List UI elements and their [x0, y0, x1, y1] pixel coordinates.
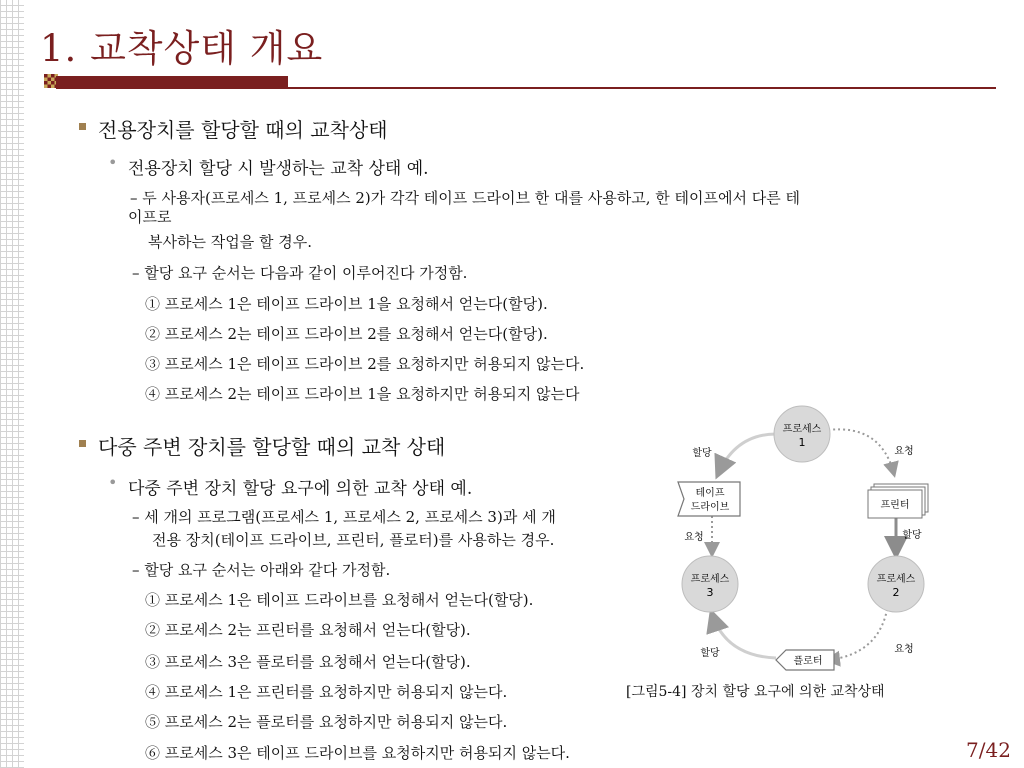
figure-caption: [그림5-4] 장치 할당 요구에 의한 교착상태 [626, 684, 885, 700]
deadlock-diagram [676, 404, 966, 684]
printer-label: 프린터 [880, 500, 910, 511]
page-number: 7/42 [966, 738, 1011, 762]
process-1-number: 1 [798, 436, 806, 449]
section1-line: – 두 사용자(프로세스 1, 프로세스 2)가 각각 테이프 드라이브 한 대를 사용하고, 한 테이프에서 다른 테 [130, 189, 800, 207]
edge-label-request: 요청 [894, 446, 914, 457]
section2-heading: 다중 주변 장치를 할당할 때의 교착 상태 [98, 431, 445, 460]
process-3-label: 프로세스 [690, 574, 730, 585]
section2-line: 전용 장치(테이프 드라이브, 프린터, 플로터)를 사용하는 경우. [152, 531, 555, 549]
printer-node [868, 484, 928, 518]
section2-list-item: ② 프로세스 2는 프린터를 요청해서 얻는다(할당). [145, 621, 471, 639]
process-3-number: 3 [706, 586, 714, 599]
process-3-node [682, 556, 738, 612]
tape-drive-label: 드라이브 [690, 502, 730, 513]
edge-label-alloc: 할당 [692, 448, 712, 459]
section2-list-item: ⑤ 프로세스 2는 플로터를 요청하지만 허용되지 않는다. [145, 713, 508, 731]
slide-title: 1. 교착상태 개요 [40, 27, 324, 70]
section2-list-item: ⑥ 프로세스 3은 테이프 드라이브를 요청하지만 허용되지 않는다. [145, 744, 570, 762]
title-underline-thick [56, 76, 288, 87]
plotter-label: 플로터 [793, 656, 823, 667]
edge-label-alloc: 할당 [902, 530, 922, 541]
plotter-node [776, 650, 834, 670]
section1-list-item: ③ 프로세스 1은 테이프 드라이브 2를 요청하지만 허용되지 않는다. [145, 355, 585, 373]
edge-label-request: 요청 [894, 644, 914, 655]
edge-label-request: 요청 [684, 532, 704, 543]
process-2-node [868, 556, 924, 612]
section1-list-item: ② 프로세스 2는 테이프 드라이브 2를 요청해서 얻는다(할당). [145, 325, 548, 343]
tape-drive-label: 테이프 [695, 488, 725, 499]
edge-label-alloc: 할당 [700, 648, 720, 659]
section2-list-item: ④ 프로세스 1은 프린터를 요청하지만 허용되지 않는다. [145, 683, 508, 701]
section1-line: 이프로 [128, 208, 172, 226]
process-2-number: 2 [892, 586, 900, 599]
alloc-arrow-p3 [712, 614, 776, 658]
section2-line: – 할당 요구 순서는 아래와 같다 가정함. [132, 561, 391, 579]
deadlock-cycle-figure [676, 404, 966, 684]
alloc-arrow-p1 [718, 434, 776, 474]
section2-line: – 세 개의 프로그램(프로세스 1, 프로세스 2, 프로세스 3)과 세 개 [132, 508, 556, 526]
section1-line: – 할당 요구 순서는 다음과 같이 이루어진다 가정함. [132, 264, 468, 282]
section1-line: 복사하는 작업을 할 경우. [148, 233, 312, 251]
section2-list-item: ③ 프로세스 3은 플로터를 요청해서 얻는다(할당). [145, 653, 471, 671]
section2-subheading: • 다중 주변 장치 할당 요구에 의한 교착 상태 예. [128, 474, 472, 499]
request-arrow-p2 [828, 604, 888, 660]
section2-list-item: ① 프로세스 1은 테이프 드라이브를 요청해서 얻는다(할당). [145, 591, 534, 609]
tape-drive-node [678, 482, 740, 516]
process-2-label: 프로세스 [876, 574, 916, 585]
section1-list-item: ④ 프로세스 2는 테이프 드라이브 1을 요청하지만 허용되지 않는다 [145, 385, 580, 403]
section1-list-item: ① 프로세스 1은 테이프 드라이브 1을 요청해서 얻는다(할당). [145, 295, 548, 313]
title-underline-thin [56, 87, 996, 89]
request-arrow-p1 [828, 429, 894, 474]
section1-heading: 전용장치를 할당할 때의 교착상태 [98, 114, 388, 143]
section1-subheading: • 전용장치 할당 시 발생하는 교착 상태 예. [128, 154, 429, 179]
process-1-label: 프로세스 [782, 424, 822, 435]
left-margin-pattern [0, 0, 24, 768]
process-1-node [774, 406, 830, 462]
